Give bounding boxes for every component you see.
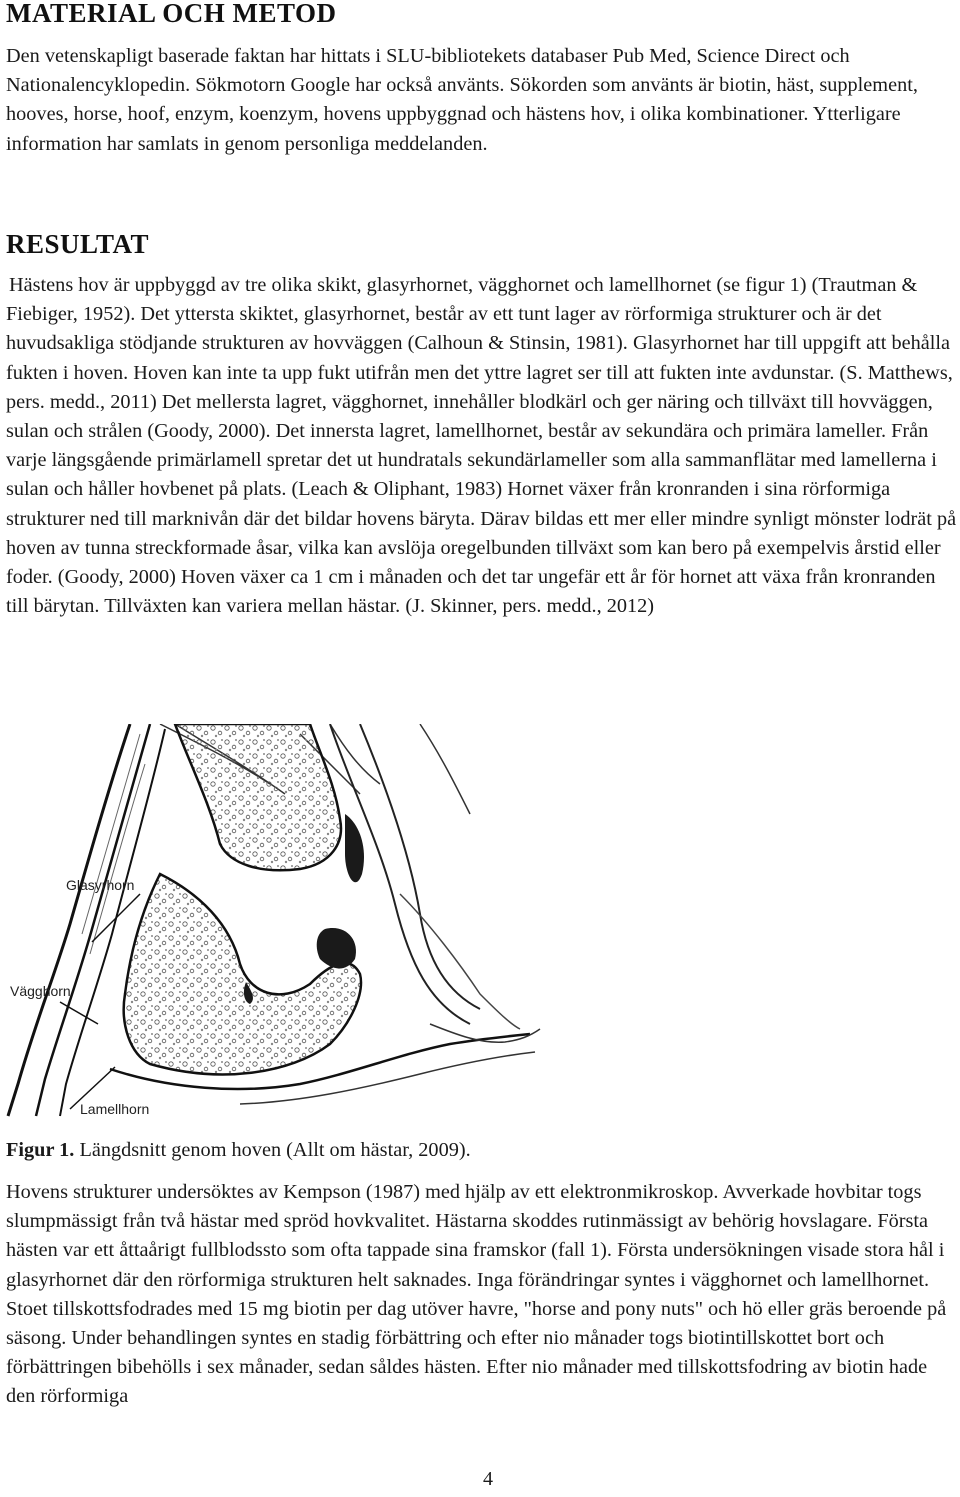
figure-caption-label: Figur 1.: [6, 1139, 75, 1161]
label-lamellhorn: Lamellhorn: [80, 1101, 150, 1117]
hoof-outer-wall: [8, 724, 130, 1116]
page-number: 4: [483, 1468, 493, 1490]
label-glasyrhorn: Glasyrhorn: [66, 877, 135, 893]
kempson-paragraph: Hovens strukturer undersöktes av Kempson (1987) med hjälp av ett elektronmikroskop. Avverkade hovbitar togs slumpmässigt från två hästar med spröd hovkvalitet. Hästarna skoddes rutinmässigt av behörig hovslagare. Första hästen var ett åttaårigt fullblodssto som ofta tappade sina framskor (fall 1). Första undersökningen visade stora hål i glasyrhornet där den rörformiga strukturen helt saknades. Inga förändringar syntes i vägghornet och lamellhornet. Stoet tillskottsfodrades med 15 mg biotin per dag utöver havre, "horse and pony nuts" och hö eller gräs beroende på säsong. Under behandlingen syntes en stadig förbättring och efter nio månader togs biotintillskottet bort och förbättringen bibehölls i sex månader, sedan såldes hästen. Efter nio månader med tillskottsfodring av biotin hade den rörformiga: [6, 1181, 947, 1408]
results-paragraph: Hästens hov är uppbyggd av tre olika skikt, glasyrhornet, vägghornet och lamellhornet (se figur 1) (Trautman & Fiebiger, 1952). Det yttersta skiktet, glasyrhornet, består av ett tunt lager av rörformiga strukturer och är det huvudsakliga stödjande strukturen av hovväggen (Calhoun & Stinsin, 1981). Glasyrhornet har till uppgift att behålla fukten i hoven. Hoven kan inte ta upp fukt utifrån men det yttre lagret ser till att fukten inte avdunstar. (S. Matthews, pers. medd., 2011) Det mellersta lagret, vägghornet, innehåller blodkärl och ger näring och tillväxt till hovväggen, sulan och strålen (Goody, 2000). Det innersta lagret, lamellhornet, består av sekundära och primära lameller. Från varje längsgående primärlamell spretar det ut hundratals sekundärlameller som alla sammanflätar med lamellerna i sulan och håller hovbenet på plats. (Leach & Oliphant, 1983) Hornet växer från kronranden i sina rörformiga strukturer ned till marknivån där det bildar hovens bäryta. Därav bildas ett mer eller mindre synligt mönster lodrät på hoven av tunna streckformade åsar, vilka kan avslöja oregelbunden tillväxt som kan bero på exempelvis årstid eller foder. (Goody, 2000) Hoven växer ca 1 cm i månaden och det tar ungefär ett år för hornet att växa från kronranden till bärytan. Tillväxten kan variera mellan hästar. (J. Skinner, pers. medd., 2012): [6, 274, 957, 618]
hoof-cross-section-figure: [0, 724, 560, 1124]
section-title-material-och-metod: MATERIAL OCH METOD: [6, 0, 337, 28]
section-title-resultat: RESULTAT: [6, 229, 150, 259]
label-vagghorn: Vägghorn: [10, 983, 71, 999]
method-paragraph: Den vetenskapligt baserade faktan har hittats i SLU-bibliotekets databaser Pub Med, Science Direct och Nationalencyklopedin. Sökmotorn Google har också använts. Sökorden som använts är biotin, häst, supplement, hooves, horse, hoof, enzym, koenzym, hovens uppbyggnad och hästens hov, i olika kombinationer. Ytterligare information har samlats in genom personliga meddelanden.: [6, 45, 918, 155]
coffin-bone: [124, 874, 361, 1074]
figure-caption: [6, 1136, 471, 1165]
pastern-bone: [175, 724, 341, 870]
figure-caption-text: Längdsnitt genom hoven (Allt om hästar, 2009).: [79, 1139, 471, 1161]
hoof-diagram-drawing: [0, 724, 560, 1124]
